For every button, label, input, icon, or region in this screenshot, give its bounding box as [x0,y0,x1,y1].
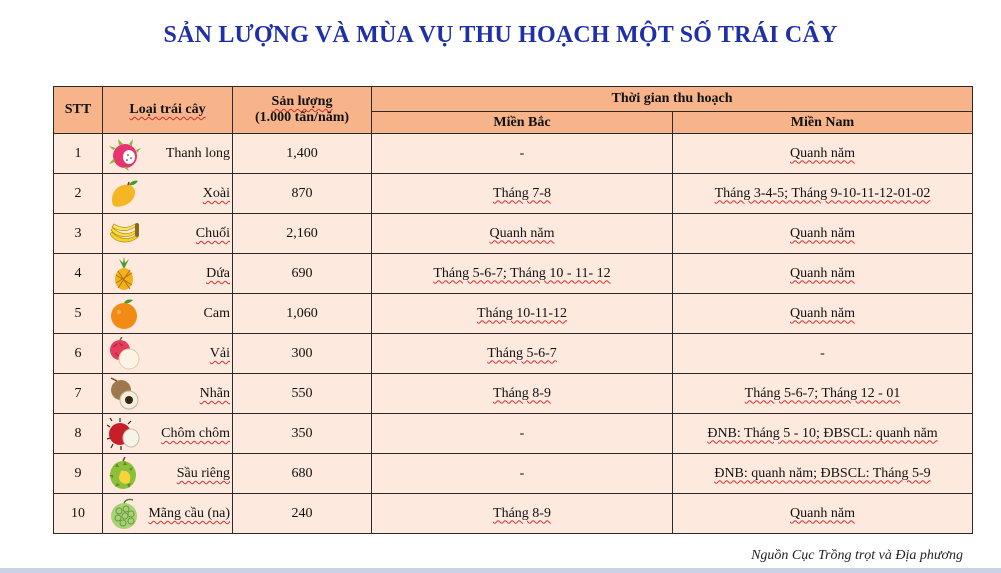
row-stt: 1 [54,134,103,174]
fruit-name: Thanh long [165,146,230,161]
fruit-name: Sầu riêng [176,466,230,481]
row-south-harvest: Quanh năm [673,214,973,254]
table-row [54,374,973,414]
row-stt: 9 [54,454,103,494]
fruit-name: Vải [209,346,230,361]
row-south-harvest: Quanh năm [673,494,973,534]
row-north-harvest: Tháng 5-6-7; Tháng 10 - 11- 12 [372,254,673,294]
table-row [54,414,973,454]
table-row [54,494,973,534]
source-note: Nguồn Cục Trồng trọt và Địa phương [751,548,963,563]
row-north-harvest: Quanh năm [372,214,673,254]
row-south-harvest: Quanh năm [673,254,973,294]
row-north-harvest: Tháng 10-11-12 [372,294,673,334]
header-harvest-time: Thời gian thu hoạch [372,87,973,112]
row-south-harvest: Quanh năm [673,294,973,334]
fruit-name: Cam [203,306,230,321]
row-fruit [103,454,233,494]
page-title: SẢN LƯỢNG VÀ MÙA VỤ THU HOẠCH MỘT SỐ TRÁI CÂY [163,22,838,48]
row-fruit [103,414,233,454]
dragon-fruit-icon [107,137,141,171]
fruit-name: Chôm chôm [161,426,230,441]
row-stt: 8 [54,414,103,454]
fruit-name: Dứa [206,266,230,281]
row-south-harvest: ĐNB: Tháng 5 - 10; ĐBSCL: quanh năm [673,414,973,454]
durian-icon [107,457,141,491]
pineapple-icon [107,257,141,291]
longan-icon [107,377,141,411]
row-south-harvest: - [673,334,973,374]
row-output: 550 [233,374,372,414]
row-fruit [103,494,233,534]
row-stt: 7 [54,374,103,414]
rambutan-icon [107,417,141,451]
row-north-harvest: Tháng 8-9 [372,494,673,534]
row-output: 1,060 [233,294,372,334]
row-fruit [103,294,233,334]
table-row [54,174,973,214]
row-south-harvest: ĐNB: quanh năm; ĐBSCL: Tháng 5-9 [673,454,973,494]
row-output: 680 [233,454,372,494]
mango-icon [107,177,141,211]
row-stt: 5 [54,294,103,334]
fruit-name: Mãng cầu (na) [148,506,230,521]
row-stt: 10 [54,494,103,534]
row-north-harvest: - [372,414,673,454]
row-fruit [103,334,233,374]
row-north-harvest: Tháng 5-6-7 [372,334,673,374]
row-north-harvest: Tháng 7-8 [372,174,673,214]
banana-icon [107,217,141,251]
table-row [54,294,973,334]
bottom-divider [0,568,1001,573]
row-output: 870 [233,174,372,214]
row-south-harvest: Quanh năm [673,134,973,174]
header-fruit-type: Loại trái cây [103,87,233,134]
header-south: Miền Nam [673,112,973,134]
table-row [54,454,973,494]
row-fruit [103,134,233,174]
custard-apple-icon [107,497,141,531]
table-row [54,254,973,294]
orange-icon [107,297,141,331]
table-row [54,334,973,374]
row-stt: 3 [54,214,103,254]
lychee-icon [107,337,141,371]
row-stt: 2 [54,174,103,214]
row-south-harvest: Tháng 5-6-7; Tháng 12 - 01 [673,374,973,414]
row-north-harvest: Tháng 8-9 [372,374,673,414]
row-south-harvest: Tháng 3-4-5; Tháng 9-10-11-12-01-02 [673,174,973,214]
fruit-name: Xoài [202,186,230,201]
row-fruit [103,174,233,214]
row-north-harvest: - [372,134,673,174]
row-stt: 6 [54,334,103,374]
header-north: Miền Bắc [372,112,673,134]
row-fruit [103,214,233,254]
row-fruit [103,254,233,294]
fruit-name: Chuối [195,226,230,241]
fruit-table [53,86,973,534]
row-output: 300 [233,334,372,374]
row-north-harvest: - [372,454,673,494]
row-fruit [103,374,233,414]
fruit-name: Nhãn [199,386,230,401]
header-stt: STT [54,87,103,134]
row-output: 240 [233,494,372,534]
header-output: Sản lượng (1.000 tấn/năm) [233,87,372,134]
row-output: 690 [233,254,372,294]
table-row [54,134,973,174]
row-output: 350 [233,414,372,454]
table-row [54,214,973,254]
row-output: 1,400 [233,134,372,174]
row-output: 2,160 [233,214,372,254]
row-stt: 4 [54,254,103,294]
